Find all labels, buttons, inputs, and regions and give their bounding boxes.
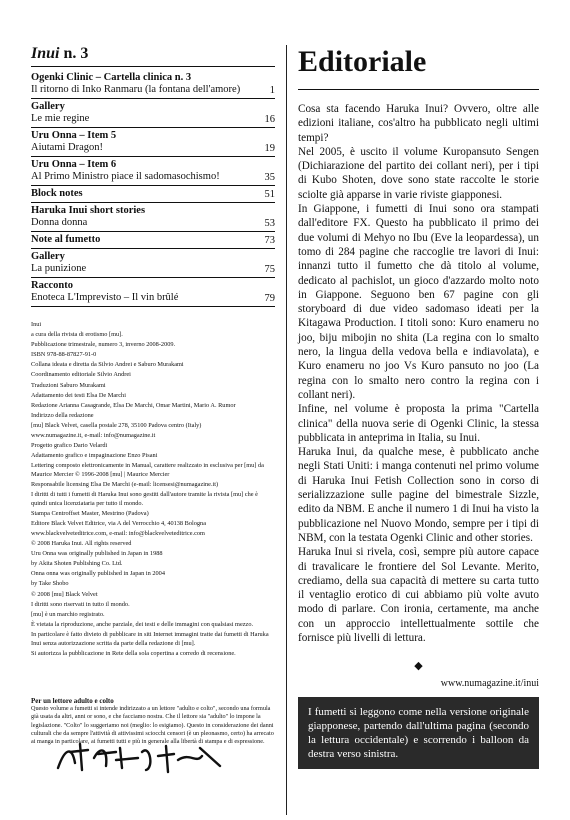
colophon-line: a cura della rivista di erotismo [mu].: [31, 331, 123, 339]
toc-page-number: 19: [264, 143, 275, 154]
colophon-line: Coordinamento editoriale Silvio Andrei: [31, 371, 131, 379]
colophon-line: © 2008 [mu] Black Velvet: [31, 590, 98, 598]
toc-entry-heading: Uru Onna – Item 5: [31, 130, 117, 141]
toc-entry-heading: Haruka Inui short stories: [31, 205, 146, 216]
toc-entry: [31, 278, 275, 307]
toc-page-number: 35: [264, 172, 275, 183]
colophon-line: Redazione Arianna Casagrande, Elsa De Marchi, Omar Martini, Mario A. Rumor: [31, 401, 236, 409]
colophon-line: Adattamento dei testi Elsa De Marchi: [31, 391, 126, 399]
toc-page-number: 75: [264, 264, 275, 275]
toc-entry-heading: Gallery: [31, 101, 65, 112]
editorial-column: [298, 45, 539, 769]
colophon-line: Lettering composto elettronicamente in Manual, carattere realizzato in esclusiva per [mu] da Maurice Mercier © 1996-2008 [mu] | Maurice Mercier: [31, 462, 264, 478]
table-of-contents: [31, 70, 275, 307]
toc-entry: [31, 186, 275, 203]
toc-entry: [31, 70, 275, 99]
toc-entry-heading: Block notes: [31, 188, 83, 199]
reading-direction-note: I fumetti si leggono come nella versione originale giapponese, partendo dall'ultima pagina (secondo la lettura occidentale) e scorrendo i balloon da destra verso sinistra.: [298, 697, 539, 769]
toc-page-number: 79: [264, 293, 275, 304]
toc-entry-heading: Racconto: [31, 280, 73, 291]
diamond-ornament: ◆: [414, 660, 423, 673]
editorial-body: [298, 102, 539, 645]
colophon-line: I diritti di tutti i fumetti di Haruka Inui sono gestiti dall'autore tramite la rivista [mu] che è quindi unica licenziataria per tutto il mondo.: [31, 491, 258, 507]
issue-number: n. 3: [63, 45, 89, 62]
toc-entry-title: Aiutami Dragon!: [31, 142, 104, 153]
toc-entry: [31, 203, 275, 232]
editorial-paragraph: Nel 2005, è uscito il volume Kuropansuto Sengen (Dichiarazione del partito dei collant neri), per i tipi di Kubo Shoten, dove sono state raccolte le storie sciolte già apparse in varie riviste giapponesi.: [298, 145, 539, 201]
editorial-paragraph: Haruka Inui si rivela, così, sempre più autore capace di travalicare le frontiere del Sol Levante. Merito, crediamo, della sua capacità di mettere su carta tutto il ventaglio erotico di cui abbiamo più volte avuto modo di parlare. Con ironia, certamente, ma anche con un approccio intellettualmente sottile che fornisce più livelli di lettura.: [298, 546, 539, 644]
toc-entry: [31, 232, 275, 249]
toc-entry: [31, 249, 275, 278]
left-column: [31, 45, 275, 660]
colophon-line: Pubblicazione trimestrale, numero 3, inverno 2008-2009.: [31, 341, 176, 349]
colophon-line: [mu] è un marchio registrato.: [31, 610, 105, 618]
colophon-line: Editore Black Velvet Editrice, via A del Verrocchio 4, 40138 Bologna: [31, 519, 206, 527]
colophon-line: In particolare è fatto divieto di pubblicare in siti Internet immagini tratte dai fumetti di Haruka Inui senza autorizzazione scritta da parte della redazione di [mu].: [31, 630, 269, 647]
toc-page-number: 1: [269, 85, 275, 96]
editorial-paragraph: Haruka Inui, da qualche mese, è pubblicato anche negli Stati Uniti: i manga contenuti nel primo volume di Haruka Inui Fetish Collection sono in corso di serializzazione sulle pagine del bimestrale Sizzle, edito da NBM. E anche il numero 1 di Inui ha visto la pubblicazione nel Nuovo Mondo, sempre per i tipi di NBM, con la testata Ogenki Clinic and other stories.: [298, 446, 539, 544]
toc-entry-title: Le mie regine: [31, 113, 90, 124]
toc-entry-title: Enoteca L'Imprevisto – Il vin brûlé: [31, 292, 179, 303]
colophon-line: Indirizzo della redazione: [31, 411, 94, 419]
colophon-line: © 2008 Haruka Inui. All rights reserved: [31, 540, 132, 548]
toc-page-number: 16: [264, 114, 275, 125]
toc-entry: [31, 157, 275, 186]
toc-entry-title: Il ritorno di Inko Ranmaru (la fontana dell'amore): [31, 84, 241, 95]
colophon-line: È vietata la riproduzione, anche parziale, dei testi e delle immagini con qualsiasi mezzo.: [31, 620, 254, 628]
toc-page-number: 73: [264, 235, 275, 246]
colophon-line: Onna onna was originally published in Japan in 2004: [31, 570, 165, 578]
colophon-line: www.numagazine.it, e-mail: info@numagazine.it: [31, 432, 156, 440]
colophon: [31, 321, 275, 658]
toc-entry-title: La punizione: [31, 263, 87, 274]
issue-name: Inui: [31, 45, 60, 62]
toc-page-number: 51: [264, 189, 275, 200]
toc-entry-title: Donna donna: [31, 217, 88, 228]
toc-entry: [31, 99, 275, 128]
colophon-line: Responsabile licensing Elsa De Marchi (e-mail: licensesi@numagazine.it): [31, 481, 219, 488]
colophon-line: Inui: [31, 321, 42, 328]
column-divider: [286, 45, 287, 815]
colophon-line: Si autorizza la pubblicazione in Rete della sola copertina a corredo di recensione.: [31, 649, 236, 657]
issue-header: [31, 45, 275, 67]
colophon-line: ISBN 978-88-87827-91-0: [31, 351, 97, 359]
colophon-line: by Akita Shoten Publishing Co. Ltd.: [31, 560, 123, 568]
toc-entry-heading: Uru Onna – Item 6: [31, 159, 117, 170]
colophon-line: Collana ideata e diretta da Silvio Andrei e Saburo Murakami: [31, 361, 184, 369]
toc-entry-heading: Gallery: [31, 251, 65, 262]
colophon-line: Stampa Centroffset Master, Mestrino (Padova): [31, 509, 149, 517]
toc-entry-title: Al Primo Ministro piace il sadomasochismo!: [31, 171, 220, 182]
toc-entry-heading: Note al fumetto: [31, 234, 101, 245]
colophon-line: Uru Onna was originally published in Japan in 1988: [31, 550, 163, 558]
colophon-line: [mu] Black Velvet, casella postale 278, 35100 Padova centro (Italy): [31, 421, 202, 429]
colophon-line: Progetto grafico Dario Velardi: [31, 442, 108, 450]
colophon-line: I diritti sono riservati in tutto il mondo.: [31, 600, 130, 608]
colophon-line: Adattamento grafico e impaginazione Enzo Pisani: [31, 452, 158, 460]
toc-page-number: 53: [264, 218, 275, 229]
editorial-title: Editoriale: [298, 45, 539, 90]
colophon-line: www.blackvelveteditrice.com, e-mail: info@blackvelveteditrice.com: [31, 529, 205, 537]
editorial-paragraph: Infine, nel volume è proposta la prima "Cartella clinica" della nuova serie di Ogenki Clinic, la stessa pubblicata in anteprima in Italia, su Inui.: [298, 403, 539, 444]
toc-entry-heading: Ogenki Clinic – Cartella clinica n. 3: [31, 72, 192, 83]
editorial-paragraph: Cosa sta facendo Haruka Inui? Ovvero, oltre alle edizioni italiane, cos'altro ha pubblicato negli ultimi tempi?: [298, 103, 539, 144]
colophon-line: Traduzioni Saburo Murakami: [31, 381, 106, 389]
adult-notice-title: Per un lettore adulto e colto: [31, 697, 114, 705]
toc-entry: [31, 128, 275, 157]
editorial-paragraph: In Giappone, i fumetti di Inui sono ora stampati dall'editore FX. Questo ha pubblicato il primo dei due volumi di Mehyo no Ibu (Eve la leopardessa), un tomo di 284 pagine che raccoglie tre lavori di Inui: innanzi tutto il fumetto che dà titolo al volume, dedicato al pachislot, un gioco d'azzardo molto noto in Giappone. Seguono ben 67 pagine con gli storyboard di due video sadomaso ideati per la Kitagawa Production. I titoli sono: Kuro enameru no joo, biju mibojin no shita (La regina con lo smalto nero, la lingua della vedova bella e indiavolata), e Kuro enameru no joo Vs Kuro pansuto no joo (La regina con lo smalto nero contro la regina con i collant neri).: [298, 203, 539, 401]
website-link[interactable]: www.numagazine.it/inui: [440, 678, 539, 690]
adult-reader-notice: [31, 697, 275, 746]
adult-notice-text: Questo volume a fumetti si intende indirizzato a un lettore "adulto e colto", secondo una formula già usata da altri, anni or sono, e che facciamo nostra. Che il lettore sia "adulto" lo impone la legislazione. "Colto" lo suggeriamo noi (meglio: lo esigiamo). Questo in considerazione dei danni culturali che da sempre l'attività di attivissimi sciocchi censori (è un pleonasmo, certo) ha arrecato ai manga in particolare, ai fumetti tutti e più in generale alla libertà di stampa e di espressione.: [31, 705, 274, 746]
colophon-line: by Take Shobo: [31, 580, 69, 588]
